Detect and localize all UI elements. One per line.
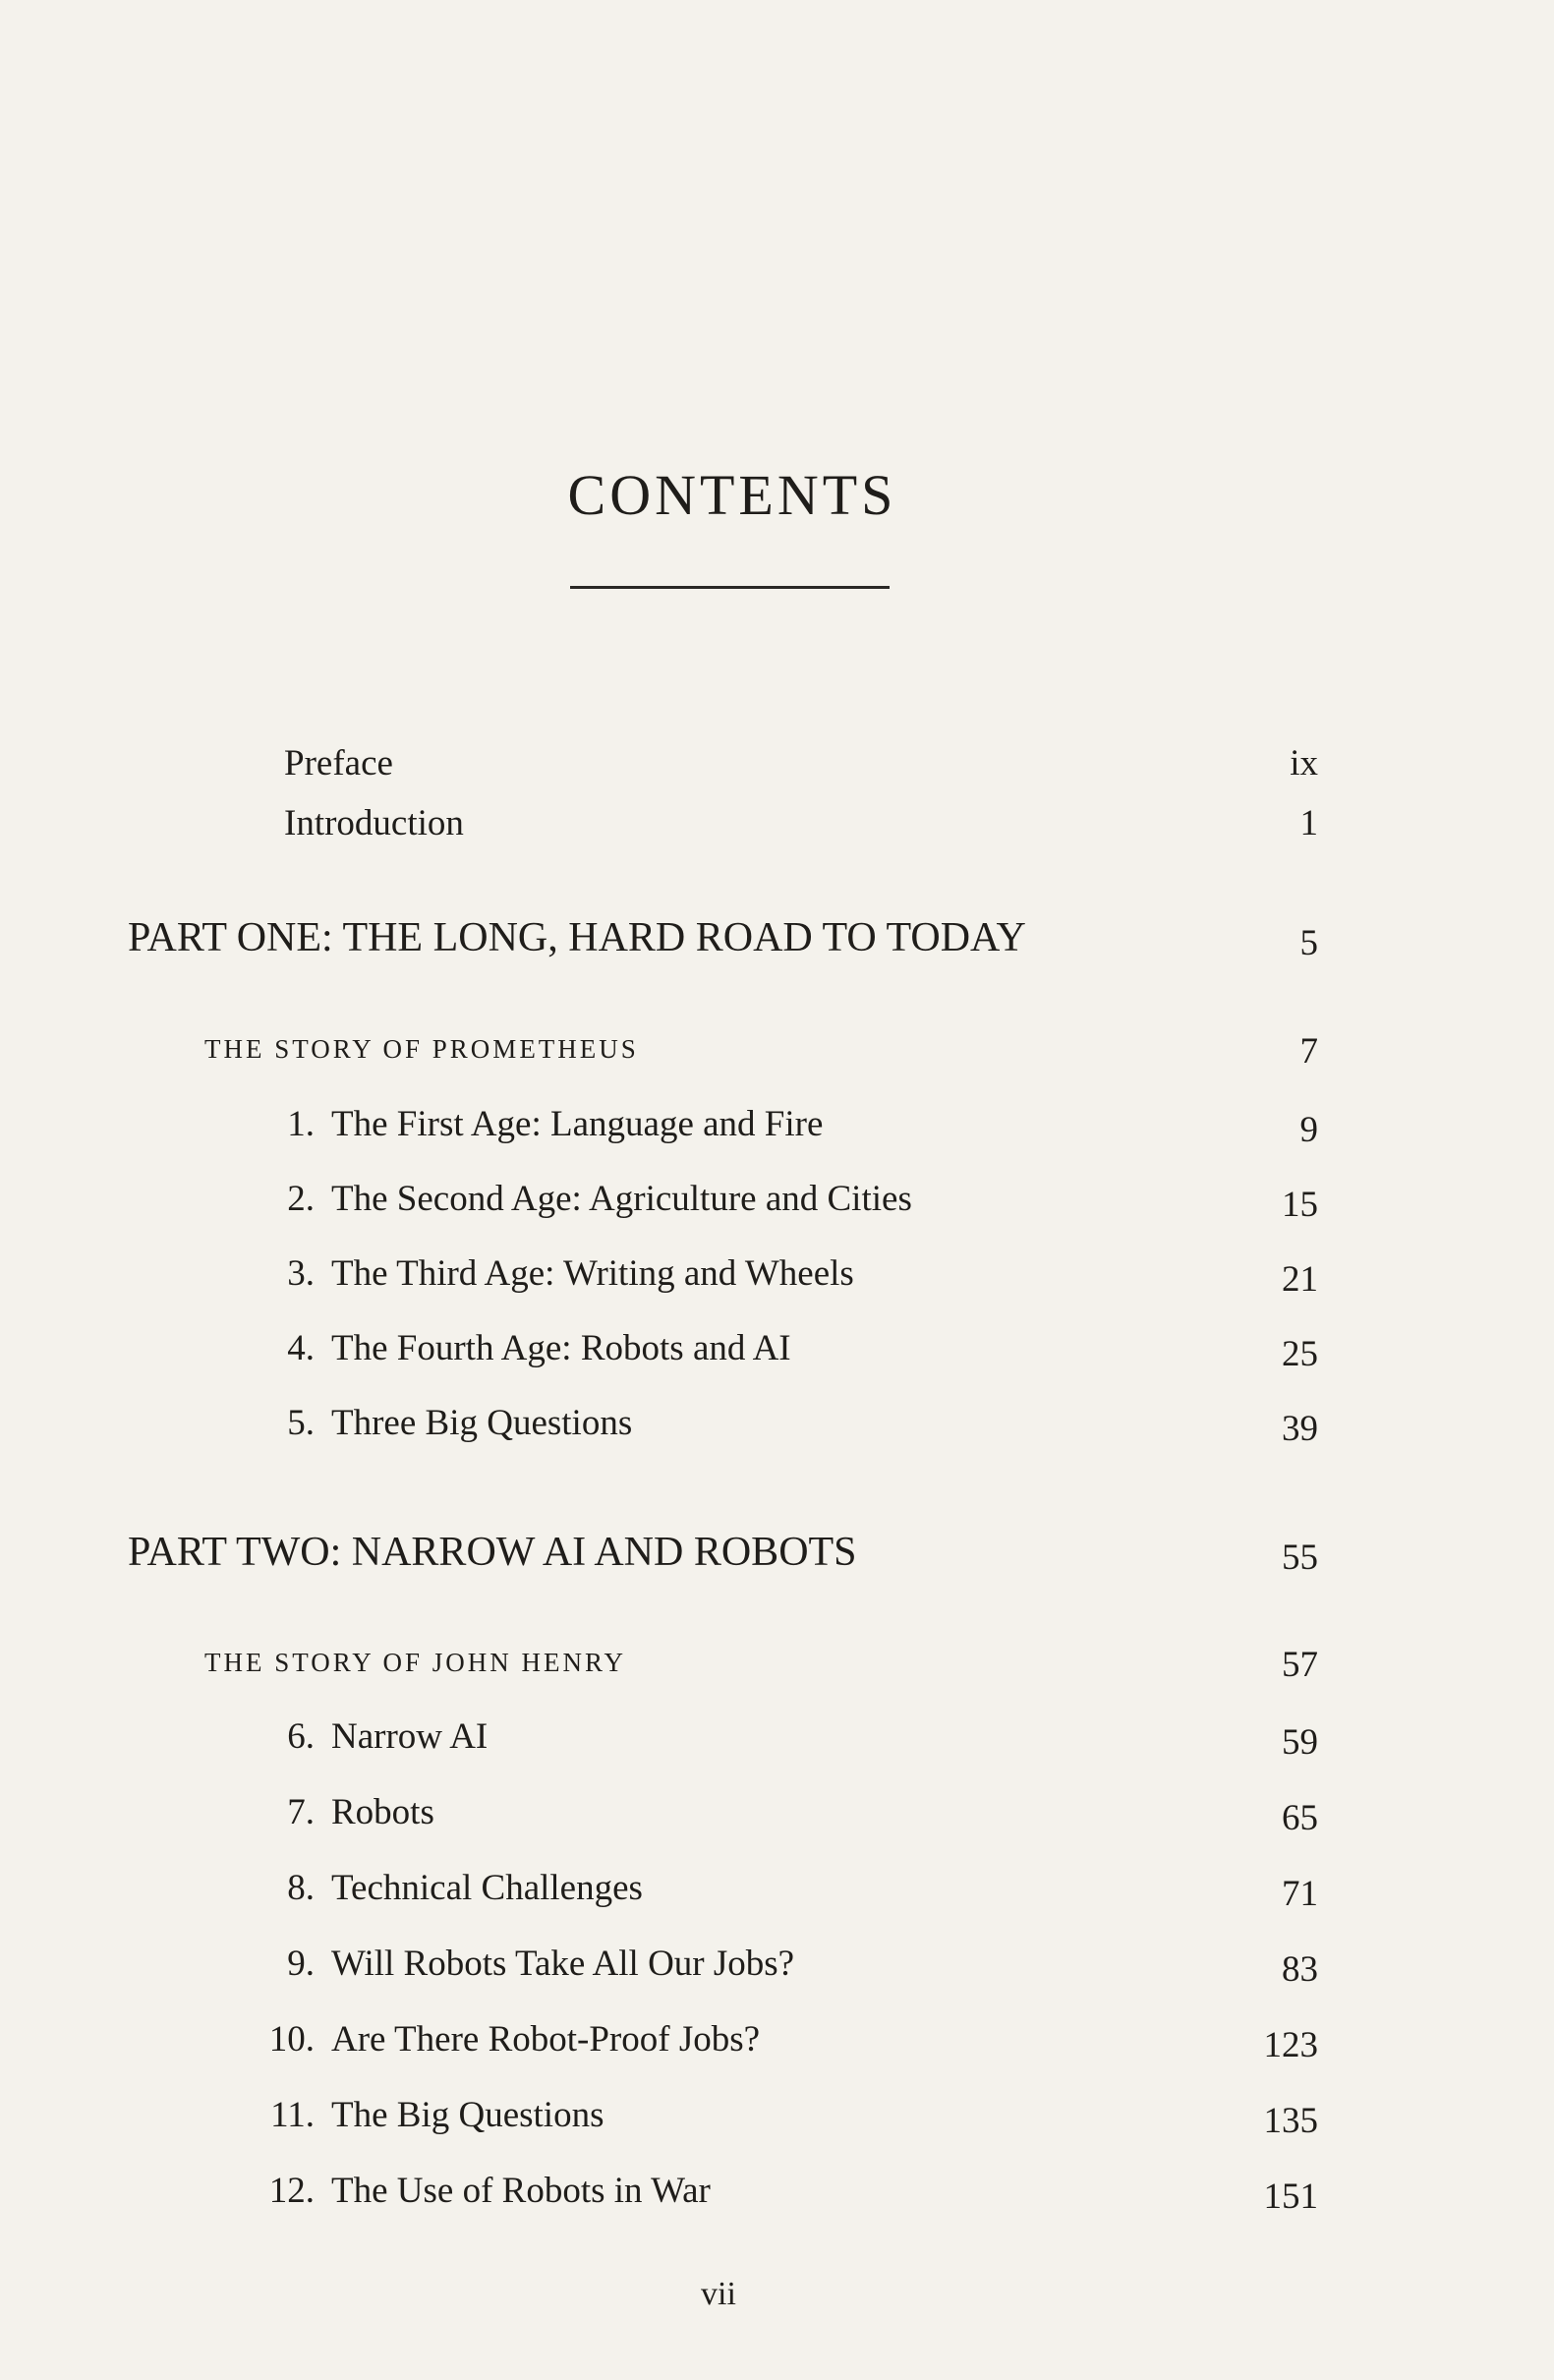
entry-page: 9	[1299, 1110, 1318, 1150]
toc-chapter[interactable]	[0, 1252, 1554, 1311]
entry-page: 5	[1299, 923, 1318, 963]
entry-page: 55	[1282, 1538, 1318, 1578]
toc-chapter[interactable]	[0, 1791, 1554, 1850]
chapter-title: The First Age: Language and Fire	[331, 1104, 824, 1144]
chapter-number: 1.	[287, 1104, 315, 1144]
story-label: THE STORY OF JOHN HENRY	[204, 1648, 627, 1677]
entry-page: 1	[1299, 803, 1318, 843]
toc-story-prometheus[interactable]	[0, 1030, 1554, 1089]
chapter-number: 2.	[287, 1179, 315, 1219]
toc-entry-preface[interactable]	[0, 742, 1554, 801]
part-title: PART ONE: THE LONG, HARD ROAD TO TODAY	[128, 915, 1026, 960]
toc-chapter[interactable]	[0, 1715, 1554, 1774]
toc-chapter[interactable]	[0, 2094, 1554, 2153]
entry-page: 25	[1282, 1334, 1318, 1374]
chapter-title: The Big Questions	[331, 2095, 604, 2135]
entry-label: Preface	[284, 743, 393, 784]
toc-entry-introduction[interactable]	[0, 802, 1554, 861]
entry-page: ix	[1290, 743, 1318, 784]
toc-story-john-henry[interactable]	[0, 1644, 1554, 1703]
chapter-title: Technical Challenges	[331, 1868, 643, 1908]
toc-part-two[interactable]	[0, 1529, 1554, 1588]
page-folio: vii	[701, 2276, 736, 2312]
entry-page: 65	[1282, 1798, 1318, 1838]
toc-part-one[interactable]	[0, 914, 1554, 973]
chapter-title: The Second Age: Agriculture and Cities	[331, 1179, 912, 1219]
chapter-number: 5.	[287, 1403, 315, 1443]
toc-chapter[interactable]	[0, 2170, 1554, 2229]
toc-chapter[interactable]	[0, 1327, 1554, 1386]
chapter-number: 6.	[287, 1716, 315, 1757]
chapter-number: 3.	[287, 1253, 315, 1294]
entry-page: 59	[1282, 1722, 1318, 1763]
chapter-title: Narrow AI	[331, 1716, 489, 1757]
toc-chapter[interactable]	[0, 1178, 1554, 1237]
toc-chapter[interactable]	[0, 1402, 1554, 1461]
chapter-number: 11.	[270, 2095, 315, 2135]
entry-page: 39	[1282, 1409, 1318, 1449]
chapter-title: Three Big Questions	[331, 1403, 633, 1443]
entry-page: 21	[1282, 1259, 1318, 1300]
entry-page: 83	[1282, 1949, 1318, 1990]
chapter-title: The Third Age: Writing and Wheels	[331, 1253, 854, 1294]
toc-chapter[interactable]	[0, 1867, 1554, 1926]
chapter-number: 8.	[287, 1868, 315, 1908]
entry-page: 135	[1263, 2101, 1318, 2141]
chapter-title: The Fourth Age: Robots and AI	[331, 1328, 791, 1368]
entry-page: 7	[1299, 1031, 1318, 1072]
chapter-number: 12.	[268, 2171, 315, 2211]
chapter-number: 9.	[287, 1944, 315, 1984]
part-title: PART TWO: NARROW AI AND ROBOTS	[128, 1530, 857, 1575]
chapter-number: 4.	[287, 1328, 315, 1368]
entry-page: 57	[1282, 1645, 1318, 1685]
story-label: THE STORY OF PROMETHEUS	[204, 1034, 639, 1064]
chapter-title: Robots	[331, 1792, 434, 1832]
toc-chapter[interactable]	[0, 1103, 1554, 1162]
entry-label: Introduction	[284, 803, 464, 843]
entry-page: 71	[1282, 1874, 1318, 1914]
chapter-title: Will Robots Take All Our Jobs?	[331, 1944, 795, 1984]
entry-page: 15	[1282, 1185, 1318, 1225]
chapter-number: 10.	[268, 2019, 315, 2060]
entry-page: 151	[1263, 2177, 1318, 2217]
entry-page: 123	[1263, 2025, 1318, 2065]
toc-chapter[interactable]	[0, 1943, 1554, 2002]
chapter-title: The Use of Robots in War	[331, 2171, 711, 2211]
chapter-title: Are There Robot-Proof Jobs?	[331, 2019, 761, 2060]
toc-chapter[interactable]	[0, 2018, 1554, 2077]
title-rule	[570, 586, 890, 589]
page-title: CONTENTS	[567, 463, 897, 527]
chapter-number: 7.	[287, 1792, 315, 1832]
